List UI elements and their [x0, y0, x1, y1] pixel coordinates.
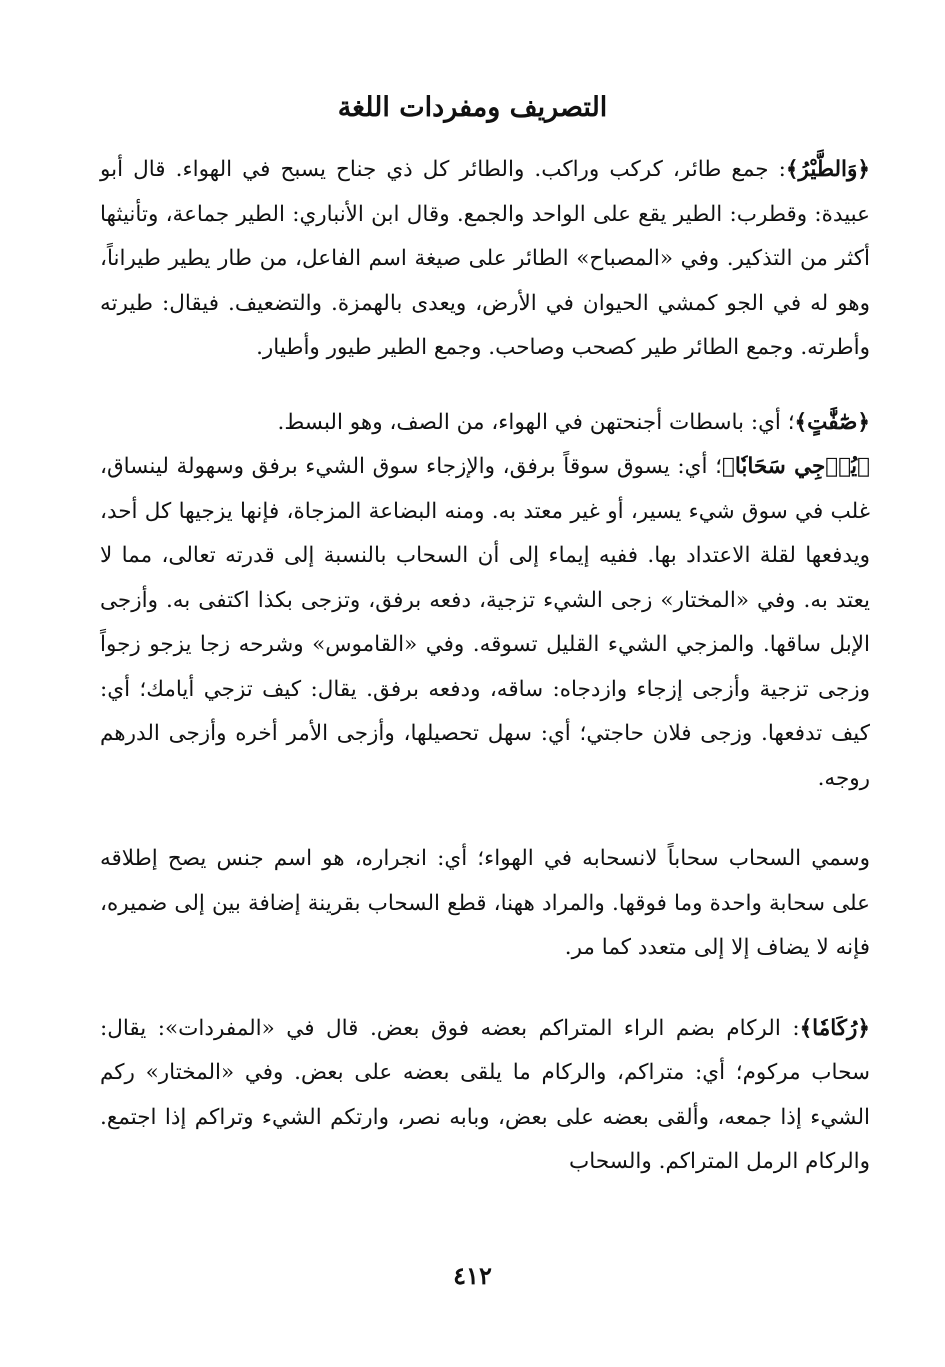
quran-term: ﴿وَالطَّيْرُ﴾	[785, 157, 870, 182]
paragraph-text: ؛ أي: يسوق سوقاً برفق، والإزجاء سوق الشيء برفق وسهولة لينساق، غلب في سوق شيء يسير، أو غير معتد به. ومنه البضاعة المزجاة، فإنها يزجيها كل أحد، ويدفعها لقلة الاعتداد بها. ففيه إيماء إلى أن السحاب بالنسبة إلى قدرته تعالى، مما لا يعتد به. وفي «المختار» زجى الشيء تزجية، دفعه برفق، وتزجى بكذا اكتفى به. وأزجى الإبل ساقها. والمزجي الشيء القليل تسوقه. وفي «القاموس» وشرحه زجا يزجو زجواً وزجى تزجية وأزجى إزجاء وازدجاه: ساقه، ودفعه برفق. يقال: كيف تزجي أيامك؛ أي: كيف تدفعها. وزجى فلان حاجتي؛ أي: سهل تحصيلها، وأزجى الأمر أخره وأزجى الدرهم روجه.	[100, 454, 870, 791]
paragraph-sahab	[100, 837, 870, 971]
quran-term: ﴿رُكَامٗا﴾	[799, 1015, 870, 1041]
paragraph-tayr	[100, 148, 870, 371]
quran-term: ﴿يُزۡجِي سَحَابٗا﴾	[721, 454, 870, 479]
paragraph-text: ؛ أي: باسطات أجنحتهن في الهواء، من الصف، وهو البسط.	[277, 409, 795, 435]
page-number: ٤١٢	[453, 1261, 492, 1290]
paragraph-rukam	[100, 1007, 870, 1185]
paragraph-text: وسمي السحاب سحاباً لانسحابه في الهواء؛ أي: انجراره، هو اسم جنس يصح إطلاقه على سحابة واحدة وما فوقها. والمراد ههنا، قطع السحاب بقرينة إضافة بين إلى ضميره، فإنه لا يضاف إلا إلى متعدد كما مر.	[100, 846, 870, 960]
page-title: التصريف ومفردات اللغة	[337, 92, 608, 123]
paragraph-text: : الركام بضم الراء المتراكم بعضه فوق بعض. قال في «المفردات»: يقال: سحاب مركوم؛ أي: متراكم، والركام ما يلقى بعضه على بعض. وفي «المختار» ركم الشيء إذا جمعه، وألقى بعضه على بعض، وبابه نصر، وارتكم الشيء وتراكم إذا اجتمع. والركام الرمل المتراكم. والسحاب	[100, 1015, 870, 1174]
paragraph-text: : جمع طائر، كركب وراكب. والطائر كل ذي جناح يسبح في الهواء. قال أبو عبيدة: وقطرب: الطير يقع على الواحد والجمع. وقال ابن الأنباري: الطير جماعة، وتأنيثها أكثر من التذكير. وفي «المصباح» الطائر على صيغة اسم الفاعل، من طار يطير طيراناً، وهو له في الجو كمشي الحيوان في الأرض، ويعدى بالهمزة. والتضعيف. فيقال: طيرته وأطرته. وجمع الطائر طير كصحب وصاحب. وجمع الطير طيور وأطيار.	[100, 157, 870, 360]
quran-term: ﴿صَٰٓفَّٰتٍ﴾	[794, 409, 870, 435]
paragraph-saffat	[100, 401, 870, 446]
paragraph-yuzji	[100, 445, 870, 801]
page-body	[100, 148, 870, 1185]
